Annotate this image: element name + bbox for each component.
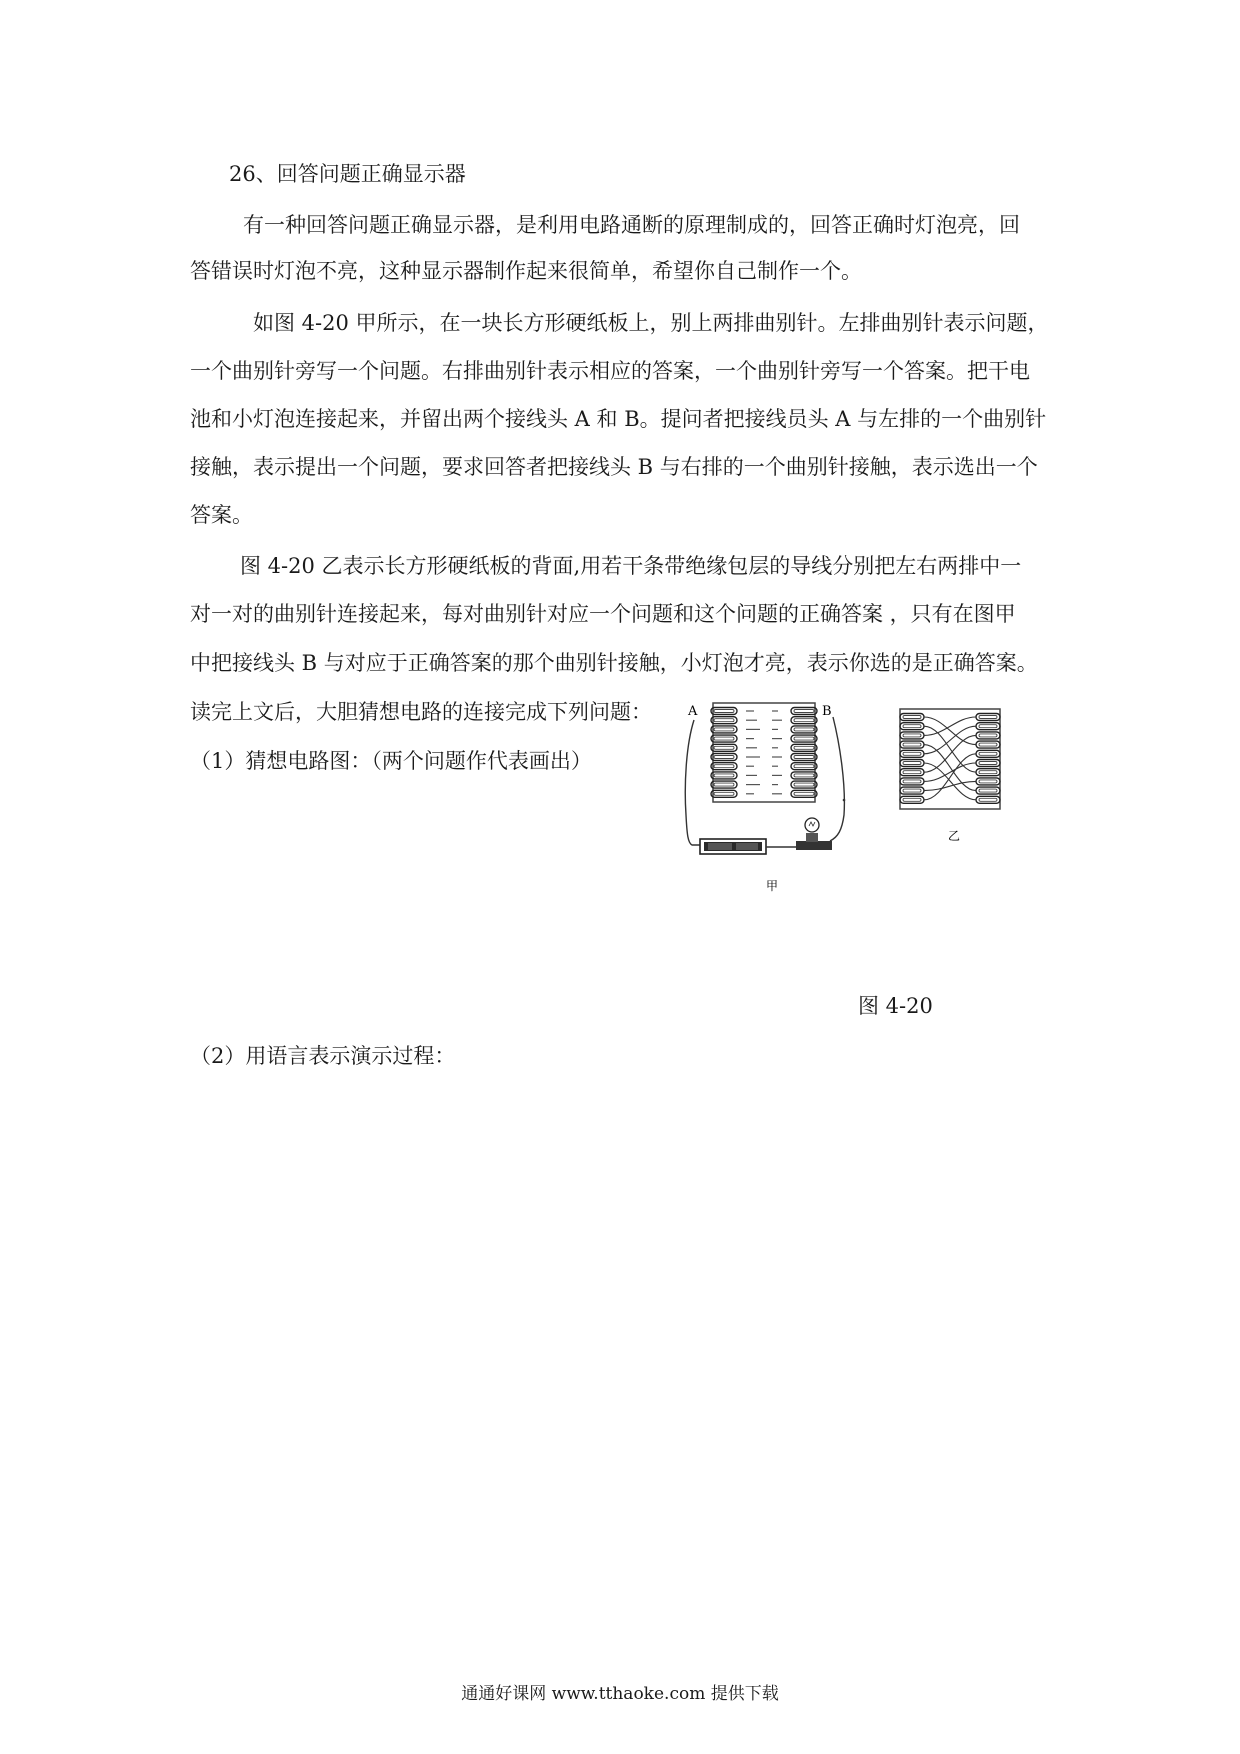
back-connecting-wires — [924, 717, 976, 800]
paper-clip-inner — [714, 783, 734, 786]
connecting-wire — [924, 763, 976, 800]
back-paper-clip-inner — [979, 752, 997, 755]
connecting-wire — [924, 763, 976, 781]
paper-clip-inner — [714, 792, 734, 795]
paragraph-2-line-3: 池和小灯泡连接起来，并留出两个接线头 A 和 B。提问者把接线员头 A 与左排的一个曲别针 — [190, 407, 1047, 431]
back-paper-clip-inner — [903, 798, 921, 801]
back-paper-clip-inner — [903, 762, 921, 765]
paper-clip-inner — [714, 746, 734, 749]
paper-clip — [711, 754, 737, 761]
back-paper-clip — [976, 741, 1000, 748]
front-cardboard — [713, 703, 815, 802]
paper-clip — [711, 717, 737, 724]
figure-caption: 图 4-20 — [858, 994, 933, 1018]
paper-clip — [791, 708, 817, 715]
label-yi: 乙 — [948, 829, 961, 843]
back-paper-clip-inner — [979, 798, 997, 801]
paragraph-3-line-4: 读完上文后，大胆猜想电路的连接完成下列问题： — [190, 700, 652, 724]
paper-clip — [791, 726, 817, 733]
back-paper-clip — [976, 723, 1000, 730]
left-clip-row — [711, 708, 737, 798]
paragraph-1-line-2: 答错误时灯泡不亮，这种显示器制作起来很简单，希望你自己制作一个。 — [190, 259, 862, 283]
paper-clip — [791, 763, 817, 770]
question-heading: 26、回答问题正确显示器 — [229, 162, 466, 186]
paper-clip-inner — [794, 710, 814, 713]
back-paper-clip-inner — [903, 752, 921, 755]
question-text-marks — [746, 711, 782, 794]
back-paper-clip-inner — [903, 780, 921, 783]
back-paper-clip-inner — [903, 789, 921, 792]
paragraph-3-line-3: 中把接线头 B 与对应于正确答案的那个曲别针接触，小灯泡才亮，表示你选的是正确答案。 — [190, 651, 1038, 675]
connecting-wire — [924, 754, 976, 800]
paper-clip — [791, 735, 817, 742]
back-paper-clip-inner — [903, 716, 921, 719]
paper-clip-inner — [794, 756, 814, 759]
paper-clip — [711, 772, 737, 779]
back-paper-clip — [900, 760, 924, 767]
paper-clip — [791, 790, 817, 797]
paper-clip-inner — [794, 746, 814, 749]
back-paper-clip — [900, 723, 924, 730]
paper-clip-inner — [794, 783, 814, 786]
back-paper-clip — [900, 714, 924, 721]
back-paper-clip-inner — [903, 725, 921, 728]
paper-clip-inner — [794, 765, 814, 768]
paper-clip — [711, 790, 737, 797]
paper-clip-inner — [714, 737, 734, 740]
paragraph-1-line-1: 有一种回答问题正确显示器，是利用电路通断的原理制成的，回答正确时灯泡亮，回 — [243, 213, 1020, 237]
connecting-wire — [924, 745, 976, 791]
paragraph-3-line-1: 图 4-20 乙表示长方形硬纸板的背面,用若干条带绝缘包层的导线分别把左右两排中一 — [240, 554, 1022, 578]
back-left-clip-row — [900, 714, 924, 804]
back-paper-clip — [976, 732, 1000, 739]
figure-jia — [685, 703, 845, 893]
back-paper-clip-inner — [979, 762, 997, 765]
back-paper-clip — [900, 732, 924, 739]
wire-b — [830, 717, 844, 841]
question-2: （2）用语言表示演示过程： — [190, 1044, 456, 1068]
paper-clip-inner — [714, 719, 734, 722]
back-paper-clip — [900, 778, 924, 785]
paragraph-3-line-2: 对一对的曲别针连接起来，每对曲别针对应一个问题和这个问题的正确答案 ，只有在图甲 — [190, 602, 1016, 626]
back-paper-clip — [976, 714, 1000, 721]
paragraph-2-line-1: 如图 4-20 甲所示，在一块长方形硬纸板上，别上两排曲别针。左排曲别针表示问题， — [253, 311, 1049, 335]
circuit-figure — [680, 695, 1045, 895]
question-1: （1）猜想电路图：（两个问题作代表画出） — [190, 749, 592, 773]
back-paper-clip-inner — [979, 780, 997, 783]
figure-yi — [900, 709, 1000, 843]
back-right-clip-row — [976, 714, 1000, 804]
paper-clip — [791, 744, 817, 751]
back-paper-clip-inner — [903, 771, 921, 774]
paper-clip — [711, 708, 737, 715]
paper-clip-inner — [794, 728, 814, 731]
paper-clip — [791, 772, 817, 779]
back-paper-clip-inner — [979, 771, 997, 774]
paper-clip — [711, 781, 737, 788]
connecting-wire — [924, 781, 976, 790]
back-paper-clip-inner — [979, 789, 997, 792]
connecting-wire — [924, 717, 976, 735]
paragraph-2-line-4: 接触，表示提出一个问题，要求回答者把接线头 B 与右排的一个曲别针接触，表示选出一个 — [190, 455, 1038, 479]
paper-clip-inner — [714, 710, 734, 713]
back-paper-clip — [900, 750, 924, 757]
paragraph-2-line-2: 一个曲别针旁写一个问题。右排曲别针表示相应的答案，一个曲别针旁写一个答案。把干电 — [190, 359, 1030, 383]
back-paper-clip — [976, 769, 1000, 776]
back-paper-clip-inner — [903, 743, 921, 746]
back-paper-clip-inner — [979, 734, 997, 737]
paper-clip — [711, 735, 737, 742]
back-paper-clip — [976, 787, 1000, 794]
bulb — [796, 818, 832, 850]
paper-clip-inner — [794, 737, 814, 740]
back-paper-clip — [976, 778, 1000, 785]
paragraph-2-line-5: 答案。 — [190, 503, 253, 527]
paper-clip — [711, 726, 737, 733]
back-paper-clip — [976, 796, 1000, 803]
paper-clip — [711, 763, 737, 770]
wire-a — [685, 720, 700, 845]
label-a: A — [688, 704, 698, 719]
paper-clip — [791, 754, 817, 761]
paper-clip-inner — [794, 792, 814, 795]
back-paper-clip — [976, 750, 1000, 757]
back-paper-clip-inner — [979, 725, 997, 728]
paper-clip-inner — [794, 774, 814, 777]
back-paper-clip-inner — [903, 734, 921, 737]
back-paper-clip — [900, 796, 924, 803]
paper-clip — [791, 781, 817, 788]
paper-clip — [791, 717, 817, 724]
battery — [700, 839, 766, 854]
page-footer: 通通好课网 www.tthaoke.com 提供下载 — [461, 1684, 779, 1704]
paper-clip-inner — [714, 765, 734, 768]
paper-clip-inner — [714, 774, 734, 777]
back-paper-clip — [900, 769, 924, 776]
label-jia: 甲 — [766, 879, 779, 893]
label-b: B — [822, 704, 832, 719]
paper-clip-inner — [794, 719, 814, 722]
right-clip-row — [791, 708, 817, 798]
back-paper-clip — [900, 741, 924, 748]
back-paper-clip — [900, 787, 924, 794]
paper-clip-inner — [714, 756, 734, 759]
back-paper-clip-inner — [979, 716, 997, 719]
back-paper-clip-inner — [979, 743, 997, 746]
paper-clip — [711, 744, 737, 751]
back-paper-clip — [976, 760, 1000, 767]
paper-clip-inner — [714, 728, 734, 731]
